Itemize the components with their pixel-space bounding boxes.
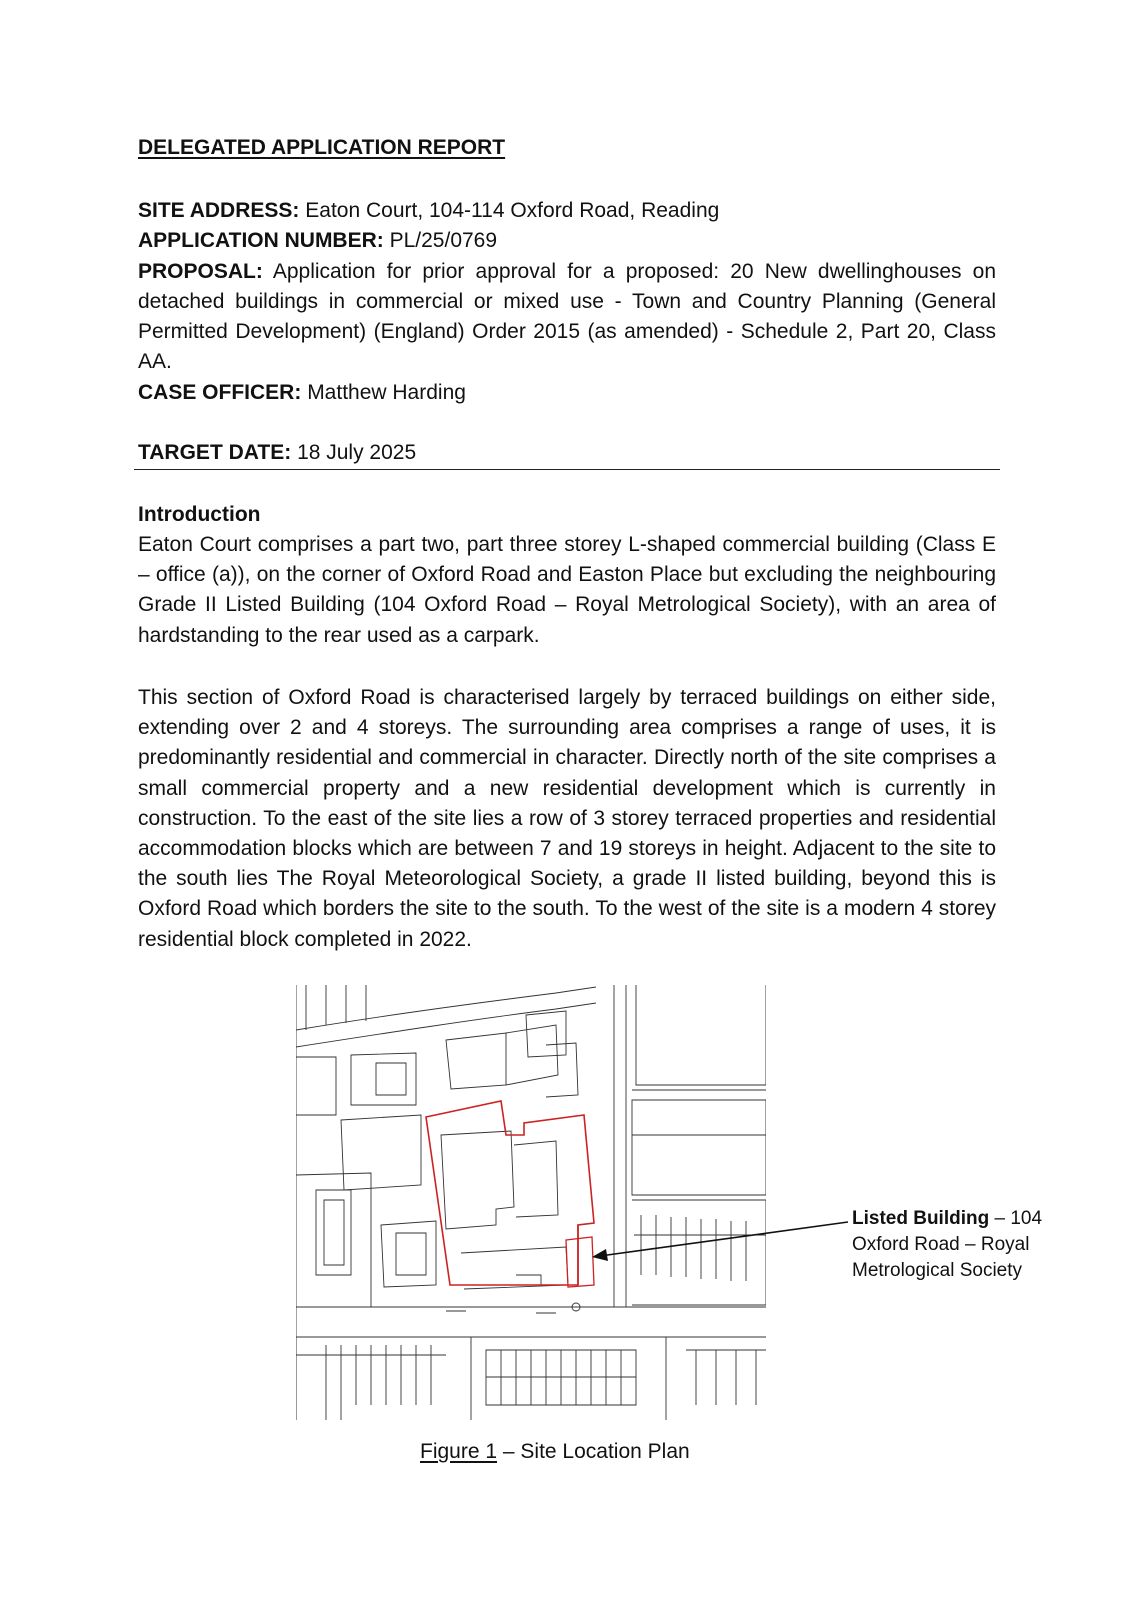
target-date-value: 18 July 2025: [297, 441, 417, 464]
case-officer-value: Matthew Harding: [307, 380, 466, 404]
case-officer-line: [138, 378, 996, 408]
application-number-value: PL/25/0769: [389, 229, 498, 253]
site-boundary: [426, 1101, 594, 1285]
site-plan-drawing: [296, 985, 766, 1420]
callout-arrow: [590, 1218, 860, 1268]
proposal-label: PROPOSAL:: [138, 259, 263, 283]
site-location-plan: [296, 985, 766, 1420]
proposal-value: Application for prior approval for a proposed: 20 New dwellinghouses on detached buildings in commercial or mixed use - Town and Country Planning (General Permitted Development) (England) Order 2015 (as amended) - Schedule 2, Part 20, Class AA.: [138, 259, 997, 374]
target-date-line: [138, 438, 416, 468]
report-title: DELEGATED APPLICATION REPORT: [138, 136, 506, 159]
callout-text: – 104 Oxford Road – Royal Metrological Society: [852, 1208, 1043, 1281]
site-address-value: Eaton Court, 104-114 Oxford Road, Reading: [305, 199, 720, 222]
report-details: [138, 196, 996, 408]
case-officer-label: CASE OFFICER:: [138, 380, 302, 404]
site-address-line: [138, 196, 996, 226]
figure-caption-label: Figure 1: [420, 1440, 498, 1463]
target-date-label: TARGET DATE:: [138, 441, 292, 464]
proposal-line: [138, 257, 996, 378]
section-divider: [134, 469, 1000, 470]
map-road-north-edge: [296, 987, 596, 1030]
figure-caption: [420, 1440, 690, 1464]
introduction-paragraph-1: Eaton Court comprises a part two, part three storey L-shaped commercial building (Class E – office (a)), on the corner of Oxford Road and Easton Place but excluding the neighbouring Grade II Listed Building (104 Oxford Road – Royal Metrological Society), with an area of hardstanding to the rear used as a carpark.: [138, 533, 996, 647]
introduction-heading: Introduction: [138, 503, 261, 526]
figure-caption-text: – Site Location Plan: [497, 1440, 690, 1463]
application-number-line: [138, 226, 996, 256]
site-address-label: SITE ADDRESS:: [138, 199, 300, 222]
callout-label: Listed Building: [852, 1208, 990, 1229]
listed-building-callout: [852, 1206, 1092, 1284]
application-number-label: APPLICATION NUMBER:: [138, 229, 384, 253]
introduction-paragraph-2: This section of Oxford Road is characterised largely by terraced buildings on either side, extending over 2 and 4 storeys. The surrounding area comprises a range of uses, it is predominantly residential and commercial in character. Directly north of the site comprises a small commercial property and a new residential development which is currently in construction. To the east of the site lies a row of 3 storey terraced properties and residential accommodation blocks which are between 7 and 19 storeys in height. Adjacent to the site to the south lies The Royal Meteorological Society, a grade II listed building, beyond this is Oxford Road which borders the site to the south. To the west of the site is a modern 4 storey residential block completed in 2022.: [138, 686, 996, 951]
